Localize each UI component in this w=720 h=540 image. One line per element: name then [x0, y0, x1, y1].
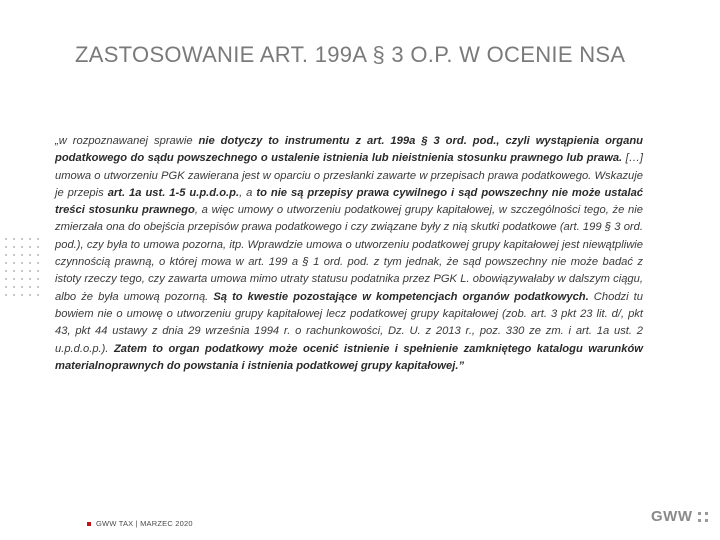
decorative-dot: [29, 254, 31, 256]
decorative-dot: [29, 278, 31, 280]
decorative-dot: [5, 254, 7, 256]
decorative-dot: [13, 262, 15, 264]
decorative-dot: [13, 246, 15, 248]
decorative-dot: [21, 270, 23, 272]
decorative-dot: [13, 294, 15, 296]
decorative-dot: [21, 294, 23, 296]
decorative-dot: [13, 278, 15, 280]
decorative-dot: [29, 262, 31, 264]
decorative-dot: [37, 270, 39, 272]
decorative-dot: [29, 286, 31, 288]
quote-bold-segment: art. 1a ust. 1-5 u.p.d.o.p.: [107, 186, 240, 199]
dot-grid-decoration: [5, 238, 41, 296]
logo-dots-icon: [698, 512, 708, 522]
quote-bold-segment: nie dotyczy to instrumentu z art. 199a § 3 ord. pod., czyli wystąpienia organu podatkowego do sądu powszechnego o ustalenie istnienia lub nieistnienia stosunku prawnego lub prawa.: [55, 135, 643, 165]
quote-bold-segment: Są to kwestie pozostające w kompetencjach organów podatkowych.: [213, 290, 589, 303]
decorative-dot: [37, 254, 39, 256]
logo-text: GWW: [651, 508, 693, 525]
decorative-dot: [13, 286, 15, 288]
decorative-dot: [37, 294, 39, 296]
quote-bold-segment: to nie są przepisy prawa cywilnego i sąd powszechny nie może ustalać treści stosunku prawnego: [55, 186, 644, 217]
decorative-dot: [21, 262, 23, 264]
decorative-dot: [29, 294, 31, 296]
quote-segment: […] umowa o utworzeniu PGK zawierana jest w oparciu o przesłanki zawarte w przepisach prawa podatkowego. Wskazuje je przepis: [55, 152, 643, 199]
decorative-dot: [37, 286, 39, 288]
decorative-dot: [13, 254, 15, 256]
decorative-dot: [5, 286, 7, 288]
decorative-dot: [29, 246, 31, 248]
decorative-dot: [21, 254, 23, 256]
footer: [87, 519, 193, 528]
quote-segment: , a więc umowy o utworzeniu podatkowej grupy kapitałowej, w szczególności tego, że nie zmierzała ona do obejścia przepisów prawa podatkowego i czy związane były z nią skutki podatkowe (art. 199 § 3 ord. pod.), czy była to umowa pozorna, itp. Wprawdzie umowa o utworzeniu podatkowej grupy kapitałowej jest niewątpliwie czynnością prawną, o której mowa w art. 199 a § 1 ord. pod. z tym jednak, że sąd powszechny nie może badać z istoty rzeczy tego, czy zawarta umowa mimo utraty statusu podatnika przez PGK L. obowiązywałaby w dalszym ciągu, albo że była umową pozorną.: [55, 204, 643, 303]
quote-segment: , a: [239, 186, 257, 199]
decorative-dot: [37, 262, 39, 264]
footer-marker-icon: [87, 522, 91, 526]
decorative-dot: [29, 270, 31, 272]
decorative-dot: [29, 238, 31, 240]
decorative-dot: [5, 246, 7, 248]
decorative-dot: [21, 246, 23, 248]
quote-segment: Chodzi tu bowiem nie o umowę o utworzeniu grupy kapitałowej lecz podatkowej grupy kapitałowej (zob. art. 3 pkt 23 lit. d/, pkt 43, pkt 44 ustawy z dnia 29 września 1994 r. o rachunkowości, Dz. U. z 2013 r., poz. 330 ze zm. i art. 1a ust. 2 u.p.d.o.p.).: [55, 290, 644, 355]
footer-text: GWW TAX | MARZEC 2020: [96, 519, 193, 528]
slide-title: ZASTOSOWANIE ART. 199A § 3 O.P. W OCENIE NSA: [75, 42, 626, 67]
decorative-dot: [37, 238, 39, 240]
decorative-dot: [21, 238, 23, 240]
decorative-dot: [13, 270, 15, 272]
company-logo: [651, 508, 708, 525]
decorative-dot: [37, 278, 39, 280]
quote-paragraph: [55, 133, 643, 375]
decorative-dot: [5, 278, 7, 280]
decorative-dot: [5, 270, 7, 272]
decorative-dot: [5, 294, 7, 296]
decorative-dot: [5, 238, 7, 240]
quote-segment: „w rozpoznawanej sprawie: [55, 135, 199, 147]
decorative-dot: [21, 286, 23, 288]
decorative-dot: [21, 278, 23, 280]
decorative-dot: [5, 262, 7, 264]
decorative-dot: [13, 238, 15, 240]
decorative-dot: [37, 246, 39, 248]
quote-bold-segment: Zatem to organ podatkowy może ocenić istnienie i spełnienie zamkniętego katalogu warunków materialnoprawnych do powstania i istnienia podatkowej grupy kapitałowej.”: [55, 342, 643, 372]
